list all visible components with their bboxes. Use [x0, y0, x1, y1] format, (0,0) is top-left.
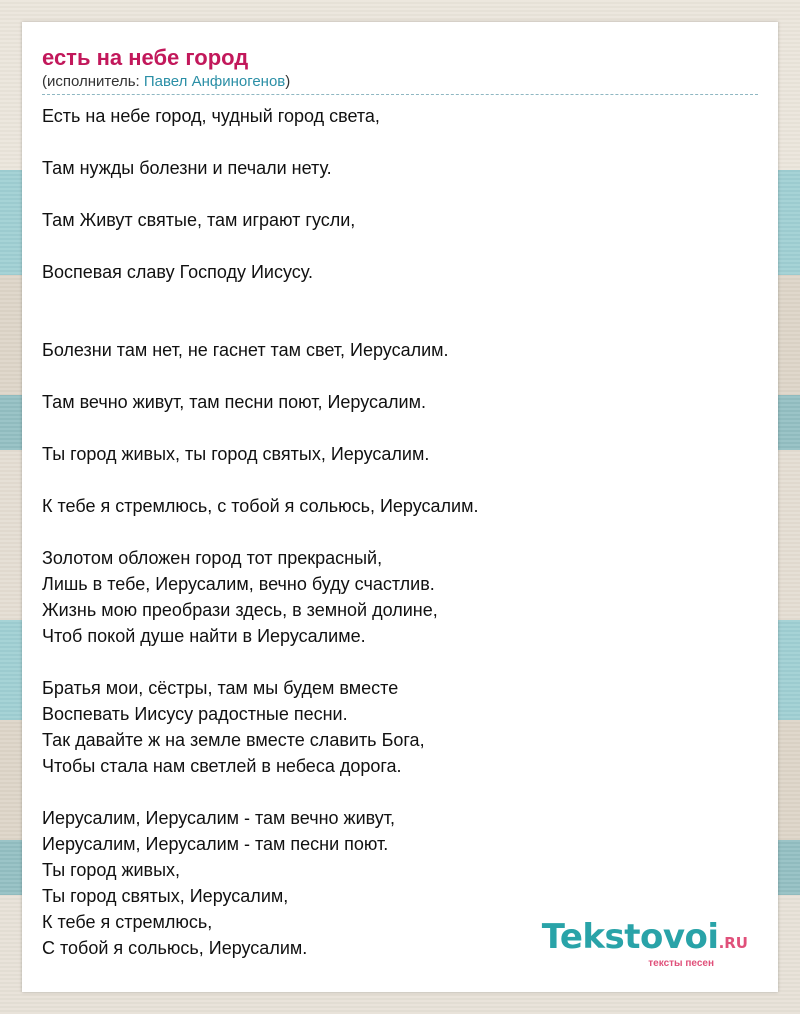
lyric-line: Иерусалим, Иерусалим - там вечно живут, [42, 808, 396, 828]
logo-tld: .RU [718, 934, 748, 952]
lyric-line: Жизнь мою преобрази здесь, в земной долине, [42, 600, 438, 620]
performer-prefix: (исполнитель: [42, 73, 144, 90]
song-title: есть на небе город [42, 45, 249, 70]
song-header [42, 44, 758, 95]
lyrics-card [22, 22, 778, 992]
lyric-blank-line [42, 285, 758, 311]
lyric-line: Чтоб покой душе найти в Иерусалиме. [42, 626, 366, 646]
lyric-blank-line [42, 181, 758, 207]
performer-suffix: ) [285, 73, 291, 90]
lyrics-text [42, 103, 758, 961]
site-logo[interactable] [541, 917, 748, 970]
lyric-line: Так давайте ж на земле вместе славить Бога, [42, 730, 425, 750]
lyric-line: Чтобы стала нам светлей в небеса дорога. [42, 756, 402, 776]
lyric-line: К тебе я стремлюсь, [42, 912, 213, 932]
lyric-line: Там Живут святые, там играют гусли, [42, 210, 356, 230]
lyric-line: Ты город святых, Иерусалим, [42, 886, 289, 906]
lyric-blank-line [42, 415, 758, 441]
lyric-blank-line [42, 129, 758, 155]
artist-link[interactable]: Павел Анфиногенов [143, 73, 286, 90]
lyric-blank-line [42, 311, 758, 337]
performer-line [42, 72, 758, 95]
lyric-line: Болезни там нет, не гаснет там свет, Иерусалим. [42, 340, 449, 360]
lyric-line: Воспевать Иисусу радостные песни. [42, 704, 348, 724]
lyric-line: Воспевая славу Господу Иисусу. [42, 262, 313, 282]
lyric-line: С тобой я сольюсь, Иерусалим. [42, 938, 308, 958]
lyric-line: Братья мои, сёстры, там мы будем вместе [42, 678, 399, 698]
lyric-line: Там нужды болезни и печали нету. [42, 158, 332, 178]
lyric-blank-line [42, 233, 758, 259]
lyric-blank-line [42, 779, 758, 805]
lyric-line: Там вечно живут, там песни поют, Иерусалим. [42, 392, 426, 412]
lyric-line: Иерусалим, Иерусалим - там песни поют. [42, 834, 389, 854]
logo-name: Tekstovoi [541, 917, 719, 957]
lyric-blank-line [42, 467, 758, 493]
lyric-line: Есть на небе город, чудный город света, [42, 106, 380, 126]
lyric-line: Ты город живых, ты город святых, Иерусалим. [42, 444, 430, 464]
lyric-line: Лишь в тебе, Иерусалим, вечно буду счастлив. [42, 574, 435, 594]
logo-wordmark [541, 917, 748, 960]
lyric-line: Золотом обложен город тот прекрасный, [42, 548, 383, 568]
logo-tagline: тексты песен [648, 958, 714, 969]
lyric-blank-line [42, 649, 758, 675]
lyric-line: К тебе я стремлюсь, с тобой я сольюсь, Иерусалим. [42, 496, 479, 516]
lyric-blank-line [42, 519, 758, 545]
lyric-blank-line [42, 363, 758, 389]
lyric-line: Ты город живых, [42, 860, 181, 880]
